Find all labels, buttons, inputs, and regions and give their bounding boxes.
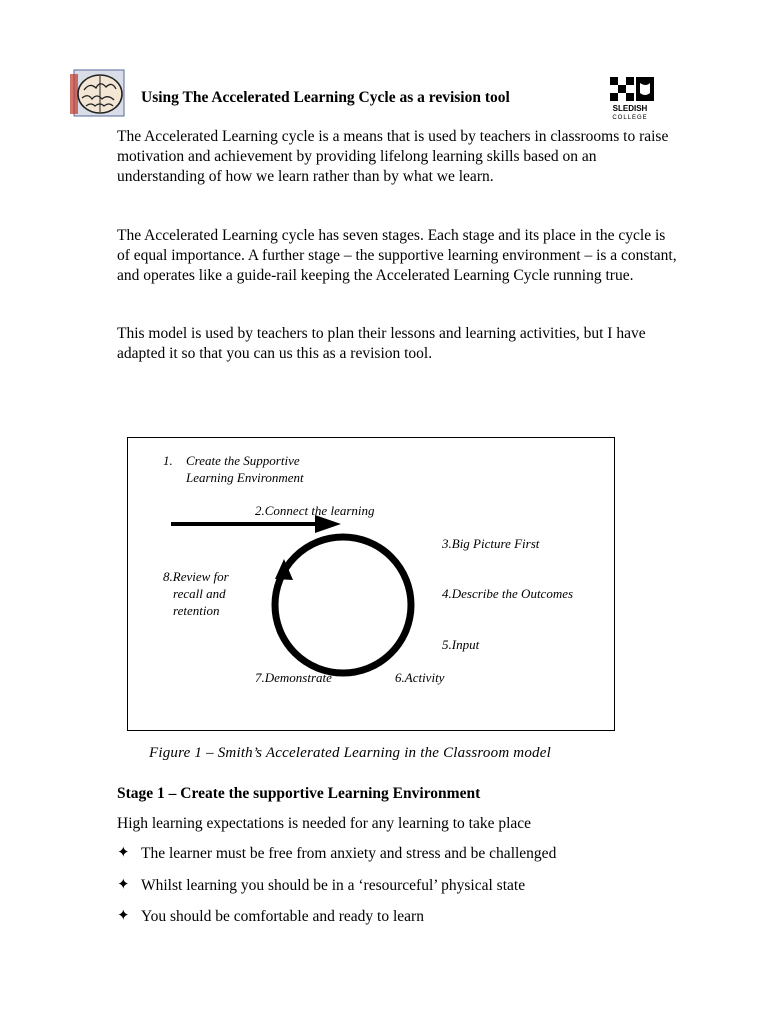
stage-4-label: 4.Describe the Outcomes [442,586,574,601]
cycle-circle [275,537,411,673]
stage-1-intro: High learning expectations is needed for any learning to take place [117,815,532,832]
four-point-star-icon: ✦ [117,876,130,893]
svg-text:SLEDISH: SLEDISH [612,104,648,113]
stage-5-label: 5.Input [442,637,480,652]
stage-2-label: 2.Connect the learning [255,503,375,518]
stage-1-number: 1. [163,453,173,468]
document-title: Using The Accelerated Learning Cycle as a revision tool [141,89,510,106]
stage-1-heading: Stage 1 – Create the supportive Learning Environment [117,785,481,802]
stage-8-label-line3: retention [173,603,220,618]
list-item-text: The learner must be free from anxiety and stress and be challenged [141,845,557,862]
stage-1-label-line1: Create the Supportive [186,453,300,468]
stage-7-label: 7.Demonstrate [255,670,332,685]
intro-paragraph-3: This model is used by teachers to plan their lessons and learning activities, but I have adapted it so that you can us this as a revision tool. [117,325,646,362]
list-item-text: You should be comfortable and ready to learn [141,908,424,925]
stage-1-bullet-list [117,844,556,939]
college-logo [604,77,656,121]
list-item-text: Whilst learning you should be in a ‘resourceful’ physical state [141,876,526,894]
stage-1-label-line2: Learning Environment [186,470,304,485]
list-item [117,876,556,908]
brain-logo-icon [70,68,128,120]
list-item [117,907,556,939]
stage-6-label: 6.Activity [395,670,445,685]
intro-paragraph-1: The Accelerated Learning cycle is a means that is used by teachers in classrooms to raise motivation and achievement by providing lifelong learning skills based on an understanding of how we learn rather than by what we learn. [117,128,669,185]
four-point-star-icon: ✦ [117,845,130,861]
intro-paragraph-2: The Accelerated Learning cycle has seven stages. Each stage and its place in the cycle is of equal importance. A further stage – the supportive learning environment – is a constant, and operates like a guide-rail keeping the Accelerated Learning Cycle running true. [117,227,677,284]
figure-caption: Figure 1 – Smith’s Accelerated Learning in the Classroom model [149,745,551,761]
stage-3-label: 3.Big Picture First [442,536,540,551]
college-crest-icon [604,77,656,121]
four-point-star-icon: ✦ [117,908,130,924]
stage-8-label-line1: 8.Review for [163,569,229,584]
list-item [117,844,556,876]
svg-text:COLLEGE: COLLEGE [612,115,648,121]
stage-8-label-line2: recall and [173,586,226,601]
learning-cycle-diagram [127,437,615,731]
